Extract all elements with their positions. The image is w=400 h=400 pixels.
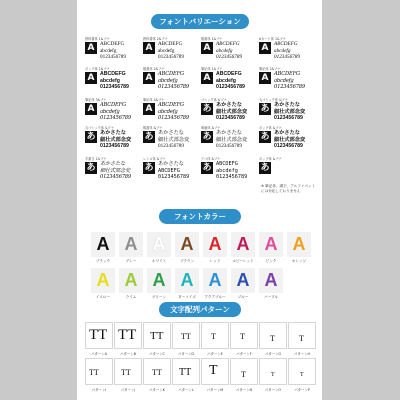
font-preview-icon: A xyxy=(201,42,213,54)
pattern-preview xyxy=(201,322,229,349)
text-pattern-option[interactable] xyxy=(114,322,142,357)
pattern-glyph: T xyxy=(241,370,246,379)
color-label: ブラウン xyxy=(179,259,195,263)
text-pattern-option[interactable] xyxy=(288,358,316,393)
font-sample-line: ABCDEFG xyxy=(158,41,183,47)
color-option[interactable] xyxy=(119,268,143,303)
pattern-glyph: T xyxy=(211,332,216,341)
font-preview-icon: あ xyxy=(86,132,96,142)
pattern-glyph: TT xyxy=(150,330,164,342)
font-sample-line: ABCDEFG xyxy=(158,102,184,108)
font-sample-line: あかさたな xyxy=(274,130,300,136)
pattern-preview xyxy=(172,322,200,349)
font-sample-line: あかさたな xyxy=(216,130,242,136)
font-sample-line: abcdefg xyxy=(216,77,236,84)
text-pattern-option[interactable] xyxy=(172,358,200,393)
font-sample xyxy=(143,36,201,69)
text-pattern-option[interactable] xyxy=(143,358,171,393)
font-sample xyxy=(259,66,317,99)
font-name: ポップ体 &ブナ xyxy=(259,157,282,161)
font-sample-line: 0123456789 xyxy=(158,115,190,121)
section-pill-font-color: フォントカラー xyxy=(159,209,241,224)
color-option[interactable] xyxy=(259,232,283,267)
color-option[interactable] xyxy=(147,268,171,303)
color-swatch: A xyxy=(91,268,115,293)
pattern-preview xyxy=(172,358,200,385)
color-option[interactable] xyxy=(175,232,199,267)
font-preview-icon: あ xyxy=(86,163,96,173)
font-preview-icon: A xyxy=(143,42,155,54)
font-preview-icon: A xyxy=(85,103,97,115)
font-sample-line: 細壮式部念変 xyxy=(216,108,248,115)
text-pattern-option[interactable] xyxy=(85,322,113,357)
font-sample xyxy=(259,125,317,158)
pattern-label: パターンN xyxy=(235,388,253,392)
font-name: Aカード体 1&ブナ xyxy=(259,37,286,41)
font-preview-icon: あ xyxy=(260,104,270,114)
font-sample-line: 0123456789 xyxy=(274,143,303,149)
font-sample-line: 0123456789 xyxy=(100,84,129,90)
font-sample-line: abcdefg xyxy=(100,77,120,84)
font-sample-line: 0123456789 xyxy=(216,84,245,90)
font-sample-line: 0123456789 xyxy=(100,115,132,121)
font-name: 楷書体 1&ブナ xyxy=(201,37,223,41)
font-sample xyxy=(143,156,201,189)
font-sample-line: 0123456789 xyxy=(158,174,190,180)
font-name: 筆記体 2&ブナ xyxy=(259,67,281,71)
font-sample-line: ABCDEFG xyxy=(216,41,240,47)
font-name: 筆記体 3&ブナ xyxy=(85,98,107,102)
font-name: 楷書体 2&ブナ xyxy=(143,67,165,71)
pattern-label: パターンE xyxy=(207,352,223,356)
color-option[interactable] xyxy=(119,232,143,267)
pattern-label: パターンL xyxy=(178,388,194,392)
font-sample-line: abcdefg xyxy=(158,108,178,115)
font-preview-icon: あ xyxy=(202,163,212,173)
font-sample xyxy=(85,156,143,189)
font-sample-line: abcdefg xyxy=(274,47,291,54)
font-sample-line: 0123456789 xyxy=(100,143,129,149)
font-sample xyxy=(201,125,259,158)
font-sample-line: abcdefg xyxy=(216,47,233,54)
pattern-preview xyxy=(85,322,113,349)
font-sample xyxy=(201,156,259,189)
text-pattern-option[interactable] xyxy=(143,322,171,357)
pattern-glyph: TT xyxy=(152,368,162,377)
font-preview-icon: あ xyxy=(202,104,212,114)
color-swatch: A xyxy=(259,268,283,293)
pattern-label: パターンO xyxy=(264,388,282,392)
pattern-preview xyxy=(259,322,287,349)
font-sample-line: 細壮式部念変 xyxy=(100,136,132,143)
product-sheet xyxy=(77,0,322,400)
color-swatch: A xyxy=(91,232,115,257)
font-note: ※ 筆記体、漢字、アルファベット には対応しておりません xyxy=(261,184,316,193)
font-name: レトロ体 &ブナ xyxy=(143,157,166,161)
color-label: ライム xyxy=(125,295,137,299)
color-label: パープル xyxy=(263,295,279,299)
font-sample-line: あかさたな xyxy=(216,102,242,108)
font-sample-line: 細壮式部念変 xyxy=(274,136,306,143)
color-option[interactable] xyxy=(91,268,115,303)
pattern-label: パターンM xyxy=(206,388,224,392)
font-sample-line: 0123456789 xyxy=(158,54,184,60)
pattern-glyph: TT xyxy=(118,327,137,343)
color-option[interactable] xyxy=(231,232,255,267)
color-swatch: A xyxy=(147,268,171,293)
pattern-preview xyxy=(288,322,316,349)
font-name: 教科書体 1&ブナ xyxy=(85,37,110,41)
text-pattern-option[interactable] xyxy=(288,322,316,357)
font-sample xyxy=(201,66,259,99)
color-swatch: A xyxy=(175,268,199,293)
font-sample xyxy=(143,66,201,99)
pattern-label: パターンG xyxy=(264,352,282,356)
font-sample-line: あかさたな xyxy=(158,130,184,136)
pattern-glyph: T xyxy=(300,372,304,378)
font-name: 楷書体 &ブナ xyxy=(143,126,163,130)
font-sample xyxy=(85,125,143,158)
pattern-label: パターンD xyxy=(177,352,195,356)
color-swatch: A xyxy=(203,268,227,293)
pattern-label: パターンH xyxy=(293,352,311,356)
color-option[interactable] xyxy=(175,268,199,303)
pattern-label: パターンB xyxy=(120,352,136,356)
color-swatch: A xyxy=(203,232,227,257)
color-option[interactable] xyxy=(259,268,283,303)
pattern-glyph: TT xyxy=(89,327,108,343)
font-name: 明朝体 &ブナ xyxy=(201,126,221,130)
pattern-label: パターンC xyxy=(149,352,165,356)
pattern-preview xyxy=(143,322,171,349)
font-sample-line: ABCDEFG xyxy=(158,71,184,77)
pattern-glyph: TT xyxy=(181,332,191,341)
color-swatch: A xyxy=(119,268,143,293)
font-sample-line: 0123456789 xyxy=(274,115,303,121)
font-sample-line: 0123456789 xyxy=(216,115,245,121)
color-option[interactable] xyxy=(203,268,227,303)
pattern-label: パターンF xyxy=(236,352,252,356)
pattern-label: パターンJ xyxy=(120,388,136,392)
font-preview-icon: あ xyxy=(144,132,154,142)
pattern-label: パターンK xyxy=(149,388,165,392)
pattern-preview xyxy=(143,358,171,385)
color-label: グレー xyxy=(125,259,137,263)
pattern-preview xyxy=(288,358,316,385)
color-label: ブラック xyxy=(95,259,111,263)
font-sample-line: abcdefg xyxy=(100,47,117,54)
pattern-glyph: T xyxy=(299,334,304,343)
pattern-preview xyxy=(259,358,287,385)
font-sample-line: 0123456789 xyxy=(100,174,132,180)
pattern-preview xyxy=(230,322,258,349)
pattern-glyph: TT xyxy=(121,368,131,377)
font-sample-line: 0123456789 xyxy=(158,143,184,149)
font-name: ゴシック体 &ブナ xyxy=(201,98,227,102)
font-preview-icon: A xyxy=(143,72,155,84)
text-pattern-option[interactable] xyxy=(259,358,287,393)
text-pattern-option[interactable] xyxy=(85,358,113,393)
font-preview-icon: あ xyxy=(144,163,154,173)
text-pattern-option[interactable] xyxy=(230,358,258,393)
color-option[interactable] xyxy=(147,232,171,267)
color-label: アクアブルー xyxy=(204,295,226,299)
font-name: 手書き 1&ブナ xyxy=(85,157,107,161)
color-swatch: A xyxy=(231,232,255,257)
text-pattern-option[interactable] xyxy=(114,358,142,393)
color-swatch: A xyxy=(287,232,311,257)
pattern-label: パターンA xyxy=(91,352,107,356)
font-sample xyxy=(201,36,259,69)
color-label: ホワイト xyxy=(151,259,167,263)
pattern-glyph: T xyxy=(270,334,275,343)
font-name: 丸ゴシック体 &ブナ xyxy=(259,98,288,102)
pattern-glyph: TT xyxy=(89,368,99,377)
font-sample-line: 細壮式部念変 xyxy=(216,136,248,143)
font-name: 教科書体 2&ブナ xyxy=(143,37,168,41)
text-pattern-option[interactable] xyxy=(230,322,258,357)
color-swatch: A xyxy=(259,232,283,257)
color-swatch: A xyxy=(119,232,143,257)
pattern-glyph: T xyxy=(240,332,245,341)
font-sample-line: ABCDEFG xyxy=(216,161,238,167)
color-option[interactable] xyxy=(231,268,255,303)
font-preview-icon: A xyxy=(143,103,155,115)
pattern-glyph: TT xyxy=(179,367,192,378)
font-sample xyxy=(85,36,143,69)
font-preview-icon: あ xyxy=(202,132,212,142)
color-label: レッド xyxy=(209,259,221,263)
color-option[interactable] xyxy=(203,232,227,267)
font-sample-line: ABCDEFG xyxy=(100,102,126,108)
font-name: ポップ体 1&ブナ xyxy=(85,67,110,71)
font-preview-icon: A xyxy=(259,72,271,84)
font-sample-line: ABCDEFG xyxy=(100,71,126,77)
text-pattern-option[interactable] xyxy=(201,322,229,357)
pattern-preview xyxy=(230,358,258,385)
font-sample-line: 細壮式部念変 xyxy=(158,136,190,143)
pattern-label: パターンP xyxy=(294,388,310,392)
color-option[interactable] xyxy=(91,232,115,267)
font-sample-line: abcdefg xyxy=(100,108,120,115)
color-swatch: A xyxy=(147,232,171,257)
font-sample-line: ABCDEFG xyxy=(100,41,125,47)
font-sample-line: 0123456789 xyxy=(274,84,306,90)
font-sample-line: 0123456789 xyxy=(158,84,190,90)
font-sample-line: abcdefg xyxy=(158,47,175,54)
section-pill-text-pattern: 文字配列パターン xyxy=(159,302,241,317)
font-preview-icon: A xyxy=(85,72,97,84)
font-sample-line: あかさたな xyxy=(100,161,125,167)
pattern-preview xyxy=(114,358,142,385)
font-sample-line: 0123456789 xyxy=(100,54,126,60)
color-label: ルビーレッド xyxy=(232,259,254,263)
font-preview-icon: A xyxy=(259,42,271,54)
font-sample-line: 0123456789 xyxy=(274,54,300,60)
text-pattern-option[interactable] xyxy=(259,322,287,357)
color-label: オレンジ xyxy=(291,259,307,263)
font-sample-line: abcdefg xyxy=(216,167,238,174)
color-label: ターコイズ xyxy=(178,295,196,299)
text-pattern-option[interactable] xyxy=(201,358,229,393)
color-option[interactable] xyxy=(287,232,311,267)
section-pill-font-variation: フォントバリエーション xyxy=(151,14,249,29)
pattern-label: パターンI xyxy=(91,388,107,392)
pattern-glyph: T xyxy=(209,363,218,378)
color-swatch: A xyxy=(231,268,255,293)
color-label: ピンク xyxy=(265,259,277,263)
font-sample-line: あかさたな xyxy=(158,161,184,167)
font-sample-line: abcdefg xyxy=(274,77,294,84)
color-label: ブルー xyxy=(237,295,249,299)
font-name: デコ体 &ブナ xyxy=(201,157,221,161)
font-sample-line: 0123456789 xyxy=(216,54,242,60)
font-sample xyxy=(85,66,143,99)
font-name: ポップ体 &ブナ xyxy=(259,126,282,130)
color-label: グリーン xyxy=(151,295,167,299)
font-sample-line: ABCDEFG xyxy=(274,71,300,77)
font-sample xyxy=(259,36,317,69)
pattern-preview xyxy=(201,358,229,385)
font-sample-line: 0123456789 xyxy=(216,143,242,149)
font-sample-line: ABCDEFG xyxy=(274,41,298,47)
pattern-glyph: T xyxy=(271,372,275,378)
font-sample-line: ABCDEFG xyxy=(216,71,242,77)
font-sample-line: 細壮式部念変 xyxy=(100,167,130,174)
color-label: イエロー xyxy=(95,295,111,299)
pattern-preview xyxy=(114,322,142,349)
color-swatch: A xyxy=(175,232,199,257)
font-sample-line: ABCDEFG xyxy=(158,167,180,174)
font-name: 筆記体 4&ブナ xyxy=(143,98,165,102)
font-preview-icon: A xyxy=(85,42,97,54)
font-preview-icon: あ xyxy=(260,132,270,142)
font-sample-line: あかさたな xyxy=(274,102,300,108)
font-sample-line: 0123456789 xyxy=(216,174,248,180)
font-sample-line: 細壮式部念変 xyxy=(274,108,306,115)
font-sample xyxy=(143,125,201,158)
font-sample-line: あかさたな xyxy=(100,130,126,136)
font-preview-icon: A xyxy=(201,72,213,84)
font-preview-icon: あ xyxy=(260,163,270,173)
text-pattern-option[interactable] xyxy=(172,322,200,357)
font-name: 筆記体 1&ブナ xyxy=(201,67,223,71)
font-name: 丸ゴシック体 &ブナ xyxy=(85,126,114,130)
font-sample-line: abcdefg xyxy=(158,77,178,84)
pattern-preview xyxy=(85,358,113,385)
